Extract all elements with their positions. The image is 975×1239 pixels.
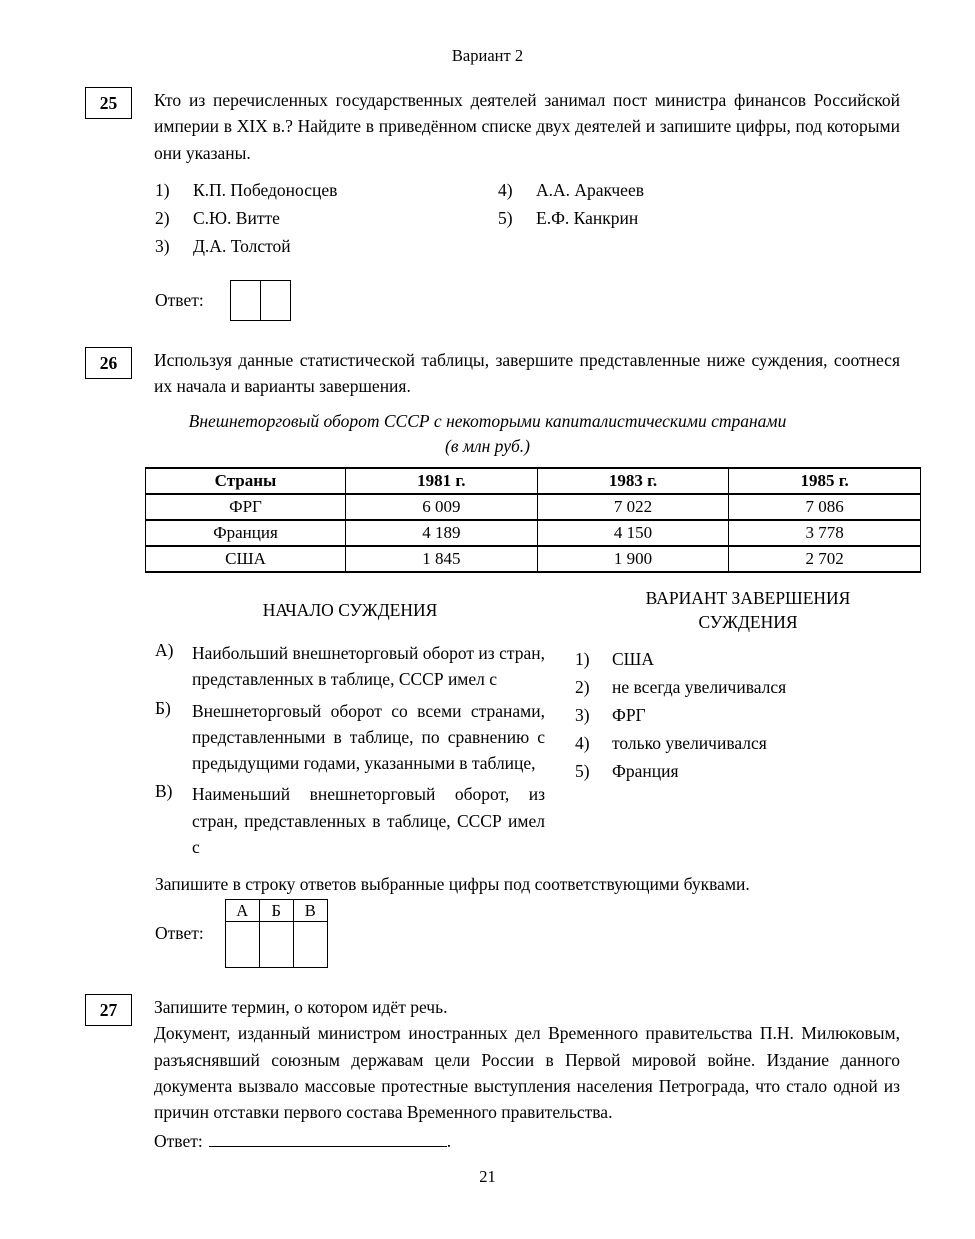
stats-table-caption xyxy=(0,409,975,460)
table-row xyxy=(146,546,921,572)
judgments-beginnings-column xyxy=(155,587,545,865)
option-4-label: А.А. Аракчеев xyxy=(536,179,644,200)
answer-cell[interactable] xyxy=(225,922,259,968)
question-26-answer-row xyxy=(155,899,975,968)
beginning-item-a-letter: А) xyxy=(155,640,174,660)
table-cell: 1 900 xyxy=(537,546,729,572)
question-25-answer-row xyxy=(155,280,975,321)
question-26-number-box: 26 xyxy=(85,347,132,379)
answer-grid-header-row xyxy=(225,900,327,922)
table-cell: ФРГ xyxy=(146,494,346,520)
table-cell: 4 189 xyxy=(346,520,538,546)
judgments-columns xyxy=(155,587,921,865)
table-cell: 4 150 xyxy=(537,520,729,546)
ending-item-2-number: 2) xyxy=(575,676,590,697)
answer-grid-header-v: В xyxy=(293,900,327,922)
option-5-label: Е.Ф. Канкрин xyxy=(536,207,639,228)
answer-cell[interactable] xyxy=(260,281,290,320)
question-25-number-box: 25 xyxy=(85,87,132,119)
options-column-right xyxy=(498,180,644,264)
ending-item-2 xyxy=(575,674,921,701)
ending-item-4 xyxy=(575,730,921,757)
beginning-item-b-letter: Б) xyxy=(155,697,171,718)
option-1-label: К.П. Победоносцев xyxy=(193,179,338,200)
question-27-intro: Запишите термин, о котором идёт речь. xyxy=(154,997,448,1017)
question-26-text: Используя данные статистической таблицы, завершите представленные ниже суждения, соотнеся их начала и варианты завершения. xyxy=(154,350,900,397)
answer-grid-input-row xyxy=(225,922,327,968)
stats-table-header: 1981 г. xyxy=(346,468,538,494)
question-26 xyxy=(0,347,975,400)
stats-table xyxy=(145,467,921,573)
question-27 xyxy=(0,994,975,1155)
option-4-number: 4) xyxy=(498,179,513,200)
option-5-number: 5) xyxy=(498,207,513,228)
page-number: 21 xyxy=(479,1167,496,1186)
stats-table-subtitle: (в млн руб.) xyxy=(445,436,530,456)
table-cell: 7 022 xyxy=(537,494,729,520)
stats-table-header: 1985 г. xyxy=(729,468,921,494)
ending-item-5-text: Франция xyxy=(612,761,679,782)
table-row xyxy=(146,520,921,546)
table-cell: 7 086 xyxy=(729,494,921,520)
answer-cell[interactable] xyxy=(293,922,327,968)
stats-table-header-row xyxy=(146,468,921,494)
question-27-answer-row xyxy=(154,1128,900,1154)
ending-item-5-number: 5) xyxy=(575,761,590,782)
question-25-answer-box xyxy=(230,280,291,321)
table-row xyxy=(146,494,921,520)
ending-item-3-text: ФРГ xyxy=(612,704,646,725)
option-2-number: 2) xyxy=(155,207,170,228)
judgments-endings-column xyxy=(575,587,921,865)
question-25 xyxy=(0,87,975,166)
option-2 xyxy=(155,208,498,228)
endings-heading: ВАРИАНТ ЗАВЕРШЕНИЯ СУЖДЕНИЯ xyxy=(645,588,851,632)
stats-table-header: Страны xyxy=(146,468,346,494)
option-3-label: Д.А. Толстой xyxy=(193,236,291,256)
ending-item-3-number: 3) xyxy=(575,704,590,725)
beginnings-heading: НАЧАЛО СУЖДЕНИЯ xyxy=(262,600,438,621)
stats-table-title: Внешнеторговый оборот СССР с некоторыми капиталистическими странами xyxy=(188,410,787,431)
answer-write-line[interactable] xyxy=(209,1132,447,1147)
option-3-number: 3) xyxy=(155,236,170,256)
ending-item-5 xyxy=(575,758,921,785)
ending-item-2-text: не всегда увеличивался xyxy=(612,676,787,697)
beginning-item-a xyxy=(155,640,545,693)
table-cell: 3 778 xyxy=(729,520,921,546)
beginning-item-a-text: Наибольший внешнеторговый оборот из стран, представленных в таблице, СССР имел с xyxy=(192,643,545,690)
answer-cell[interactable] xyxy=(259,922,293,968)
question-25-options xyxy=(155,180,975,264)
answer-grid-header-a: А xyxy=(225,900,259,922)
variant-header: Вариант 2 xyxy=(451,46,524,65)
ending-item-1-number: 1) xyxy=(575,648,590,669)
ending-item-1-text: США xyxy=(612,648,654,669)
table-cell: 6 009 xyxy=(346,494,538,520)
option-1-number: 1) xyxy=(155,179,170,200)
beginning-item-b xyxy=(155,698,545,777)
options-column-left xyxy=(155,180,498,264)
question-27-number-box: 27 xyxy=(85,994,132,1026)
answer-label: Ответ: xyxy=(155,923,204,943)
option-2-label: С.Ю. Витте xyxy=(193,207,280,228)
question-26-answer-grid xyxy=(225,899,328,968)
ending-item-3 xyxy=(575,702,921,729)
question-26-instruction: Запишите в строку ответов выбранные цифры под соответствующими буквами. xyxy=(155,874,750,894)
answer-cell[interactable] xyxy=(231,281,260,320)
table-cell: 1 845 xyxy=(346,546,538,572)
option-4 xyxy=(498,180,644,200)
beginning-item-v-text: Наименьший внешнеторговый оборот, из стран, представленных в таблице, СССР имел с xyxy=(192,784,545,857)
question-27-text: Документ, изданный министром иностранных дел Временного правительства П.Н. Милюковым, разъяснявший союзным державам цели России в Первой мировой войне. Издание данного документа вызвало массовые протестные выступления населения Петрограда, что стало одной из причин отставки первого состава Временного правительства. xyxy=(154,1023,900,1122)
question-27-body xyxy=(154,994,900,1155)
beginning-item-b-text: Внешнеторговый оборот со всеми странами, представленными в таблице, по сравнению с предыдущими годами, указанными в таблице, xyxy=(192,700,545,773)
table-cell: США xyxy=(146,546,346,572)
answer-label: Ответ: xyxy=(155,290,204,311)
beginning-item-v xyxy=(155,781,545,860)
ending-item-4-number: 4) xyxy=(575,733,590,753)
option-5 xyxy=(498,208,644,228)
ending-item-1 xyxy=(575,646,921,673)
option-1 xyxy=(155,180,498,200)
answer-label: Ответ: xyxy=(154,1131,203,1152)
stats-table-header: 1983 г. xyxy=(537,468,729,494)
question-25-text: Кто из перечисленных государственных деятелей занимал пост министра финансов Российской империи в XIX в.? Найдите в приведённом списке двух деятелей и запишите цифры, под которыми они указаны. xyxy=(154,90,900,163)
answer-grid-header-b: Б xyxy=(259,900,293,922)
option-3 xyxy=(155,236,498,256)
table-cell: 2 702 xyxy=(729,546,921,572)
ending-item-4-text: только увеличивался xyxy=(612,733,767,753)
answer-line-suffix: . xyxy=(446,1131,452,1152)
table-cell: Франция xyxy=(146,520,346,546)
beginning-item-v-letter: В) xyxy=(155,781,173,802)
